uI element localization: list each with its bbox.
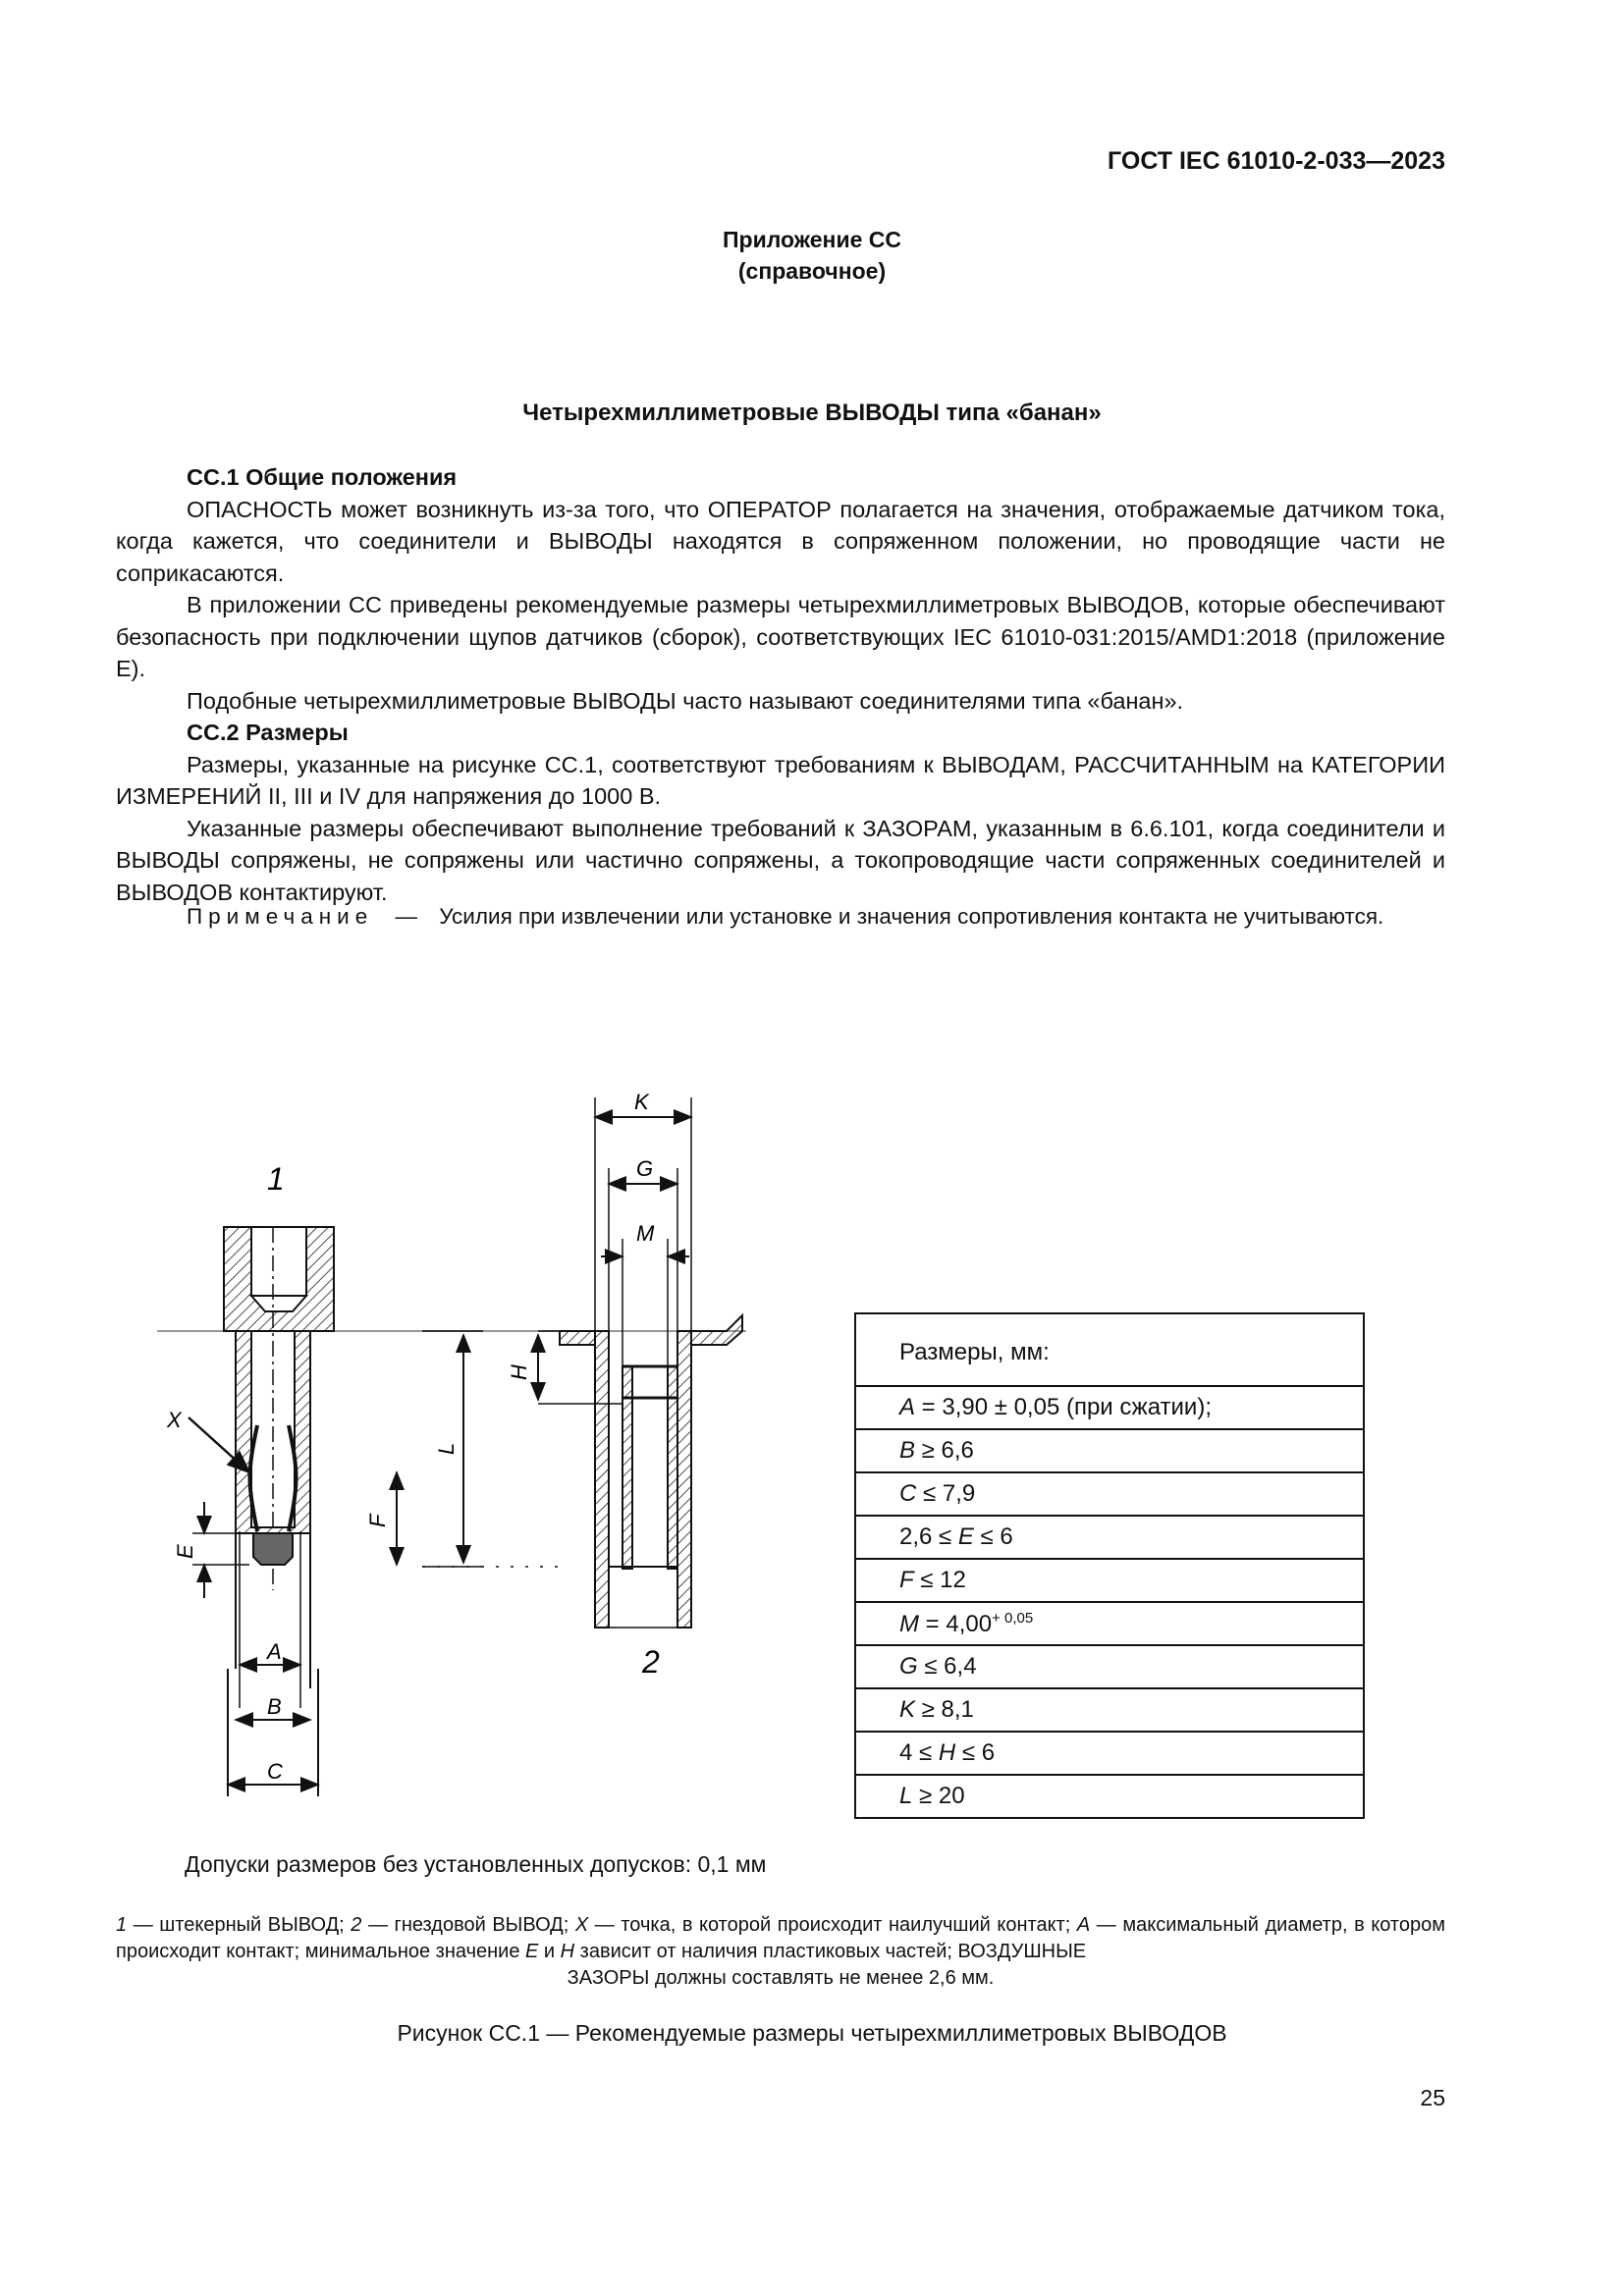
cc2-paragraph-1: Размеры, указанные на рисунке СС.1, соответствуют требованиям к ВЫВОДАМ, РАССЧИТАННЫМ на КАТЕГОРИИ ИЗМЕРЕНИЙ II, III и IV для напряжения до 1000 В. [116, 751, 1445, 809]
note-dash: — [395, 904, 417, 929]
socket-label: 2 [642, 1644, 660, 1680]
tolerance-note: Допуски размеров без установленных допусков: 0,1 мм [185, 1851, 767, 1877]
annex-subtitle: (справочное) [737, 258, 887, 284]
table-row: G ≤ 6,4 [855, 1645, 1364, 1688]
figure-caption: Рисунок СС.1 — Рекомендуемые размеры четырехмиллиметровых ВЫВОДОВ [397, 2020, 1227, 2046]
table-row: L ≥ 20 [855, 1775, 1364, 1818]
table-row: 4 ≤ H ≤ 6 [855, 1732, 1364, 1775]
table-row: 2,6 ≤ E ≤ 6 [855, 1516, 1364, 1559]
x-label: X [167, 1408, 182, 1432]
page-number: 25 [1420, 2085, 1445, 2110]
f-label: F [365, 1514, 390, 1527]
h-label: H [507, 1364, 531, 1380]
e-label: E [173, 1544, 197, 1559]
note-text: Усилия при извлечении или установке и значения сопротивления контакта не учитываются. [439, 904, 1384, 929]
c-label: C [267, 1759, 283, 1784]
plug-terminal [189, 1227, 334, 1796]
standard-number: ГОСТ IEC 61010-2-033—2023 [1108, 147, 1445, 175]
dimensions-table-header: Размеры, мм: [899, 1339, 1050, 1365]
table-row: B ≥ 6,6 [855, 1429, 1364, 1472]
figure-legend-last-line: ЗАЗОРЫ должны составлять не менее 2,6 мм. [567, 1967, 995, 1989]
a-label: A [267, 1639, 282, 1664]
annex-title: Приложение СС [722, 227, 901, 252]
l-label: L [434, 1442, 459, 1455]
table-row: F ≤ 12 [855, 1559, 1364, 1602]
section-title: Четырехмиллиметровые ВЫВОДЫ типа «банан» [522, 400, 1102, 426]
table-row: C ≤ 7,9 [855, 1472, 1364, 1516]
table-row: $M = 4,00^{+ 0,05}$ [855, 1602, 1364, 1645]
cc1-paragraph-3: Подобные четырехмиллиметровые ВЫВОДЫ часто называют соединителями типа «банан». [187, 687, 1184, 714]
table-row: K ≥ 8,1 [855, 1688, 1364, 1732]
cc1-paragraph-1: ОПАСНОСТЬ может возникнуть из-за того, что ОПЕРАТОР полагается на значения, отображаемые датчиком тока, когда кажется, что соединители и ВЫВОДЫ находятся в сопряженном положении, но проводящие части не соприкасаются. [116, 496, 1445, 586]
dimensions-table [854, 1312, 1365, 1819]
dimensions-table-header-row [855, 1313, 1364, 1386]
table-row: A = 3,90 ± 0,05 (при сжатии); [855, 1386, 1364, 1429]
plug-label: 1 [267, 1161, 285, 1197]
m-label: M [636, 1221, 655, 1246]
cc1-paragraph-2: В приложении СС приведены рекомендуемые размеры четырехмиллиметровых ВЫВОДОВ, которые обеспечивают безопасность при подключении щупов датчиков (сборок), соответствующих IEC 61010-031:2015/AMD1:2018 (приложение Е). [116, 592, 1445, 681]
k-label: K [634, 1090, 649, 1114]
b-label: B [267, 1694, 282, 1719]
g-label: G [636, 1156, 654, 1181]
cc2-heading: СС.2 Размеры [187, 720, 349, 745]
cc1-heading: СС.1 Общие положения [187, 464, 458, 490]
cc2-paragraph-2: Указанные размеры обеспечивают выполнение требований к ЗАЗОРАМ, указанным в 6.6.101, когда соединители и ВЫВОДЫ сопряжены, не сопряжены или частично сопряжены, а токопроводящие части сопряженных соединителей и ВЫВОДОВ контактируют. [116, 815, 1445, 905]
figure-legend: 1 — штекерный ВЫВОД; 2 — гнездовой ВЫВОД; X — точка, в которой происходит наилучший контакт; A — максимальный диаметр, в котором происходит контакт; минимальное значение E и H зависит от наличия пластиковых частей; ВОЗДУШНЫЕ ЗАЗОРЫ должны составлять не менее 2,6 мм. [116, 1912, 1445, 1992]
note-label: Примечание [187, 904, 374, 929]
